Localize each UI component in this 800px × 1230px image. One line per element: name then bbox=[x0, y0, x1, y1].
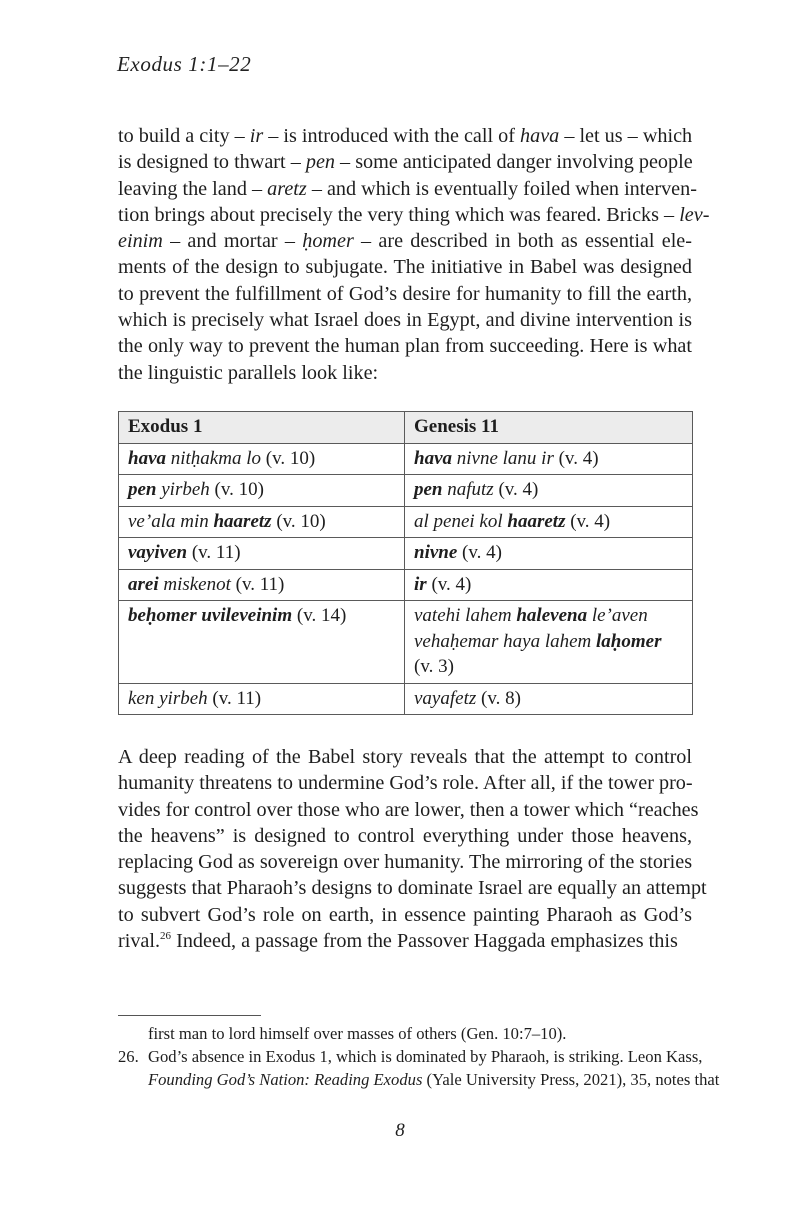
cell-genesis: vayafetz (v. 8) bbox=[405, 683, 693, 715]
italic-text: miskenot bbox=[158, 573, 231, 595]
text-line: A deep reading of the Babel story reveals that the attempt to control bbox=[118, 746, 692, 768]
bold-italic-term: vayiven bbox=[128, 542, 188, 563]
text-line: tion brings about precisely the very thing which was feared. Bricks – lev- bbox=[118, 203, 710, 226]
text-line: rival.$^{26}$ Indeed, a passage from the Passover Haggada emphasizes this bbox=[118, 930, 678, 953]
italic-text: vatehi lahem bbox=[414, 605, 517, 626]
column-header-genesis: Genesis 11 bbox=[405, 412, 693, 444]
bold-italic-term: hava bbox=[128, 447, 166, 469]
text-line: leaving the land – aretz – and which is eventually foiled when interven- bbox=[118, 177, 697, 200]
footnote-citation: (Yale University Press, 2021), 35, notes that bbox=[422, 1070, 720, 1089]
cell-genesis: ir (v. 4) bbox=[405, 569, 693, 601]
body-paragraph-2 bbox=[118, 744, 707, 954]
table-row bbox=[119, 569, 693, 601]
italic-text: nafutz bbox=[442, 479, 494, 500]
cell-genesis: al penei kol haaretz (v. 4) bbox=[405, 506, 693, 538]
linguistic-parallels-table bbox=[118, 411, 693, 715]
italic-term: ḥomer bbox=[302, 230, 354, 253]
text-line: ments of the design to subjugate. The initiative in Babel was designed bbox=[118, 256, 692, 279]
bold-italic-term: hava bbox=[414, 447, 452, 469]
italic-text: nitḥakma lo bbox=[166, 447, 261, 469]
footnote-26-line2 bbox=[118, 1068, 720, 1091]
footnote-reference[interactable]: 26 bbox=[160, 930, 172, 943]
cell-genesis: vatehi lahem halevena le’aven vehaḥemar haya lahem laḥomer (v. 3) bbox=[405, 601, 693, 684]
footnote-continuation: first man to lord himself over masses of others (Gen. 10:7–10). bbox=[148, 1024, 567, 1043]
italic-term: aretz bbox=[267, 177, 307, 200]
text-line: suggests that Pharaoh’s designs to dominate Israel are equally an attempt bbox=[118, 877, 707, 900]
italic-text: ve’ala min bbox=[128, 510, 214, 532]
bold-italic-term: pen bbox=[128, 479, 157, 500]
footnote-divider bbox=[118, 1015, 261, 1016]
italic-text: vehaḥemar haya lahem bbox=[414, 630, 597, 652]
body-paragraph-1 bbox=[118, 123, 710, 386]
italic-term: einim bbox=[118, 230, 163, 253]
text-line: which is precisely what Israel does in Egypt, and divine intervention is bbox=[118, 309, 692, 332]
footnote-26 bbox=[118, 1045, 703, 1068]
running-head: Exodus 1:1–22 bbox=[117, 52, 252, 76]
text-line: humanity threatens to undermine God’s role. After all, if the tower pro- bbox=[118, 772, 693, 795]
cell-genesis: hava nivne lanu ir (v. 4) bbox=[405, 443, 693, 475]
bold-italic-term: laḥomer bbox=[596, 630, 662, 652]
footnote-number: 26. bbox=[118, 1047, 139, 1066]
text-line: is designed to thwart – pen – some anticipated danger involving people bbox=[118, 151, 693, 174]
italic-text: yirbeh bbox=[156, 479, 210, 500]
bold-italic-term: ir bbox=[414, 573, 427, 595]
italic-term: pen bbox=[305, 151, 335, 174]
italic-text: le’aven bbox=[587, 605, 648, 626]
bold-italic-term: halevena bbox=[516, 605, 588, 626]
cell-exodus: ken yirbeh (v. 11) bbox=[119, 683, 405, 715]
cell-exodus: arei miskenot (v. 11) bbox=[119, 569, 405, 601]
italic-term: hava bbox=[520, 125, 560, 147]
bold-italic-term: haaretz bbox=[507, 510, 566, 532]
cell-exodus: hava nitḥakma lo (v. 10) bbox=[119, 443, 405, 475]
cell-exodus: beḥomer uvileveinim (v. 14) bbox=[119, 601, 405, 684]
bold-italic-term: nivne bbox=[414, 542, 458, 563]
footnote-book-title: Founding God’s Nation: Reading Exodus bbox=[148, 1070, 423, 1089]
italic-term: lev- bbox=[679, 203, 710, 226]
table-row bbox=[119, 538, 693, 570]
table-header-row bbox=[119, 412, 693, 444]
bold-italic-term: haaretz bbox=[213, 510, 272, 532]
cell-exodus: pen yirbeh (v. 10) bbox=[119, 475, 405, 507]
bold-italic-term: beḥomer uvileveinim bbox=[128, 605, 293, 626]
italic-text: al penei kol bbox=[414, 510, 508, 532]
text-line: to prevent the fulfillment of God’s desire for humanity to fill the earth, bbox=[118, 282, 692, 305]
bold-italic-term: arei bbox=[128, 573, 159, 595]
footnotes bbox=[118, 1022, 720, 1091]
cell-exodus: vayiven (v. 11) bbox=[119, 538, 405, 570]
table-row bbox=[119, 475, 693, 507]
text-line: the heavens” is designed to control everything under those heavens, bbox=[118, 824, 692, 847]
text-line: to build a city – ir – is introduced with the call of hava – let us – which bbox=[118, 125, 693, 147]
table-body bbox=[119, 443, 693, 715]
italic-text: nivne lanu ir bbox=[452, 447, 554, 469]
table-row bbox=[119, 683, 693, 715]
cell-genesis: nivne (v. 4) bbox=[405, 538, 693, 570]
cell-exodus: ve’ala min haaretz (v. 10) bbox=[119, 506, 405, 538]
italic-text: vayafetz bbox=[414, 687, 477, 709]
italic-term: ir bbox=[249, 125, 264, 147]
cell-genesis: pen nafutz (v. 4) bbox=[405, 475, 693, 507]
text-line: to subvert God’s role on earth, in essence painting Pharaoh as God’s bbox=[118, 903, 692, 926]
text-line: replacing God as sovereign over humanity. The mirroring of the stories bbox=[118, 851, 693, 874]
column-header-exodus: Exodus 1 bbox=[119, 412, 405, 444]
text-line: the only way to prevent the human plan from succeeding. Here is what bbox=[118, 335, 692, 358]
bold-italic-term: pen bbox=[414, 479, 443, 500]
footnote-text: God’s absence in Exodus 1, which is dominated by Pharaoh, is striking. Leon Kass, bbox=[148, 1047, 703, 1066]
italic-text: ken yirbeh bbox=[128, 687, 208, 709]
text-line: vides for control over those who are lower, then a tower which “reaches bbox=[118, 798, 699, 821]
table-row bbox=[119, 506, 693, 538]
table-row bbox=[119, 601, 693, 684]
page-number: 8 bbox=[395, 1120, 405, 1141]
text-line: the linguistic parallels look like: bbox=[118, 361, 379, 384]
table-row bbox=[119, 443, 693, 475]
text-line: einim – and mortar – ḥomer – are described in both as essential ele- bbox=[118, 230, 692, 253]
